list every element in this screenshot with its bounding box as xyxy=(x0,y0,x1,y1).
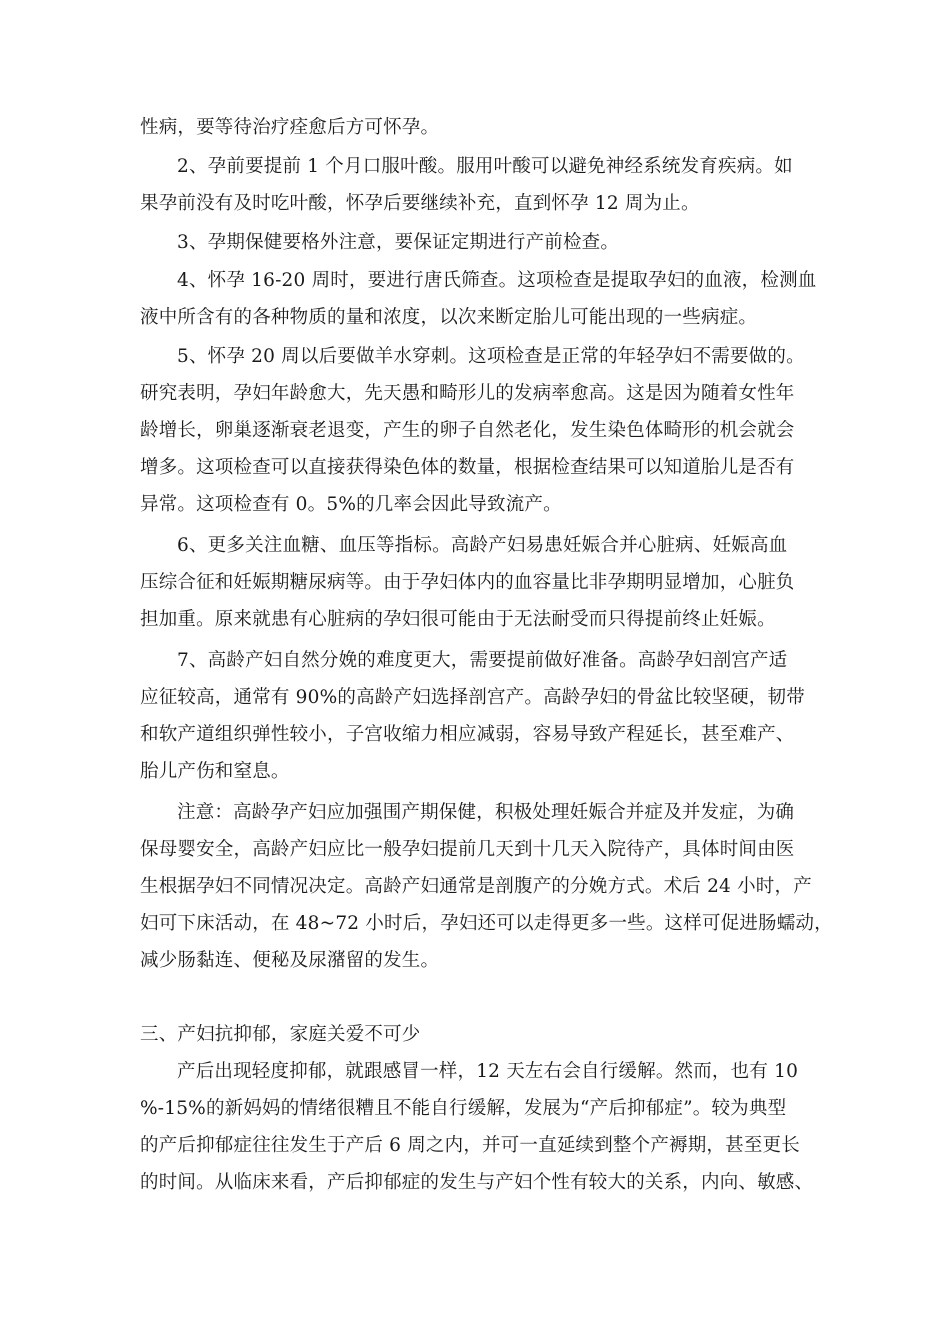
paragraph-line: 产后出现轻度抑郁，就跟感冒一样，12 天左右会自行缓解。然而，也有 10 xyxy=(177,1061,799,1082)
paragraph-line: 龄增长，卵巢逐渐衰老退变，产生的卵子自然老化，发生染色体畸形的机会就会 xyxy=(140,420,795,441)
paragraph-line: 压综合征和妊娠期糖尿病等。由于孕妇体内的血容量比非孕期明显增加，心脏负 xyxy=(140,572,795,593)
paragraph-line: 生根据孕妇不同情况决定。高龄产妇通常是剖腹产的分娩方式。术后 24 小时，产 xyxy=(140,876,812,897)
paragraph-line: 液中所含有的各种物质的量和浓度，以次来断定胎儿可能出现的一些病症。 xyxy=(140,307,758,328)
paragraph-line: 3、孕期保健要格外注意，要保证定期进行产前检查。 xyxy=(177,232,620,253)
paragraph-line: %-15%的新妈妈的情绪很糟且不能自行缓解，发展为“产后抑郁症”。较为典型 xyxy=(140,1098,787,1119)
paragraph-line: 担加重。原来就患有心脏病的孕妇很可能由于无法耐受而只得提前终止妊娠。 xyxy=(140,609,776,630)
paragraph-line: 的产后抑郁症往往发生于产后 6 周之内，并可一直延续到整个产褥期，甚至更长 xyxy=(140,1135,800,1156)
paragraph-line: 胎儿产伤和窒息。 xyxy=(140,761,290,782)
paragraph-line: 异常。这项检查有 0。5%的几率会因此导致流产。 xyxy=(140,494,562,515)
paragraph-line: 5、怀孕 20 周以后要做羊水穿刺。这项检查是正常的年轻孕妇不需要做的。 xyxy=(177,346,805,367)
paragraph-line: 6、更多关注血糖、血压等指标。高龄产妇易患妊娠合并心脏病、妊娠高血 xyxy=(177,535,788,556)
paragraph-line: 4、怀孕 16-20 周时，要进行唐氏筛查。这项检查是提取孕妇的血液，检测血 xyxy=(177,270,817,291)
paragraph-line: 应征较高，通常有 90%的高龄产妇选择剖宫产。高龄孕妇的骨盆比较坚硬，韧带 xyxy=(140,687,805,708)
paragraph-line: 的时间。从临床来看，产后抑郁症的发生与产妇个性有较大的关系，内向、敏感、 xyxy=(140,1172,814,1193)
paragraph-line: 2、孕前要提前 1 个月口服叶酸。服用叶酸可以避免神经系统发育疾病。如 xyxy=(177,156,793,177)
paragraph-line: 7、高龄产妇自然分娩的难度更大，需要提前做好准备。高龄孕妇剖宫产适 xyxy=(177,650,788,671)
paragraph-line: 注意：高龄孕产妇应加强围产期保健，积极处理妊娠合并症及并发症，为确 xyxy=(177,802,795,823)
paragraph-line: 保母婴安全，高龄产妇应比一般孕妇提前几天到十几天入院待产，具体时间由医 xyxy=(140,839,795,860)
paragraph-line: 和软产道组织弹性较小，子宫收缩力相应减弱，容易导致产程延长，甚至难产、 xyxy=(140,724,795,745)
paragraph-line: 研究表明，孕妇年龄愈大，先天愚和畸形儿的发病率愈高。这是因为随着女性年 xyxy=(140,383,795,404)
paragraph-line: 性病，要等待治疗痊愈后方可怀孕。 xyxy=(140,117,440,138)
paragraph-line: 妇可下床活动，在 48~72 小时后，孕妇还可以走得更多一些。这样可促进肠蠕动， xyxy=(140,913,833,934)
paragraph-line: 减少肠黏连、便秘及尿潴留的发生。 xyxy=(140,950,440,971)
paragraph-line: 果孕前没有及时吃叶酸，怀孕后要继续补充，直到怀孕 12 周为止。 xyxy=(140,193,700,214)
paragraph-line: 增多。这项检查可以直接获得染色体的数量，根据检查结果可以知道胎儿是否有 xyxy=(140,457,795,478)
section-heading: 三、产妇抗抑郁，家庭关爱不可少 xyxy=(140,1024,421,1045)
